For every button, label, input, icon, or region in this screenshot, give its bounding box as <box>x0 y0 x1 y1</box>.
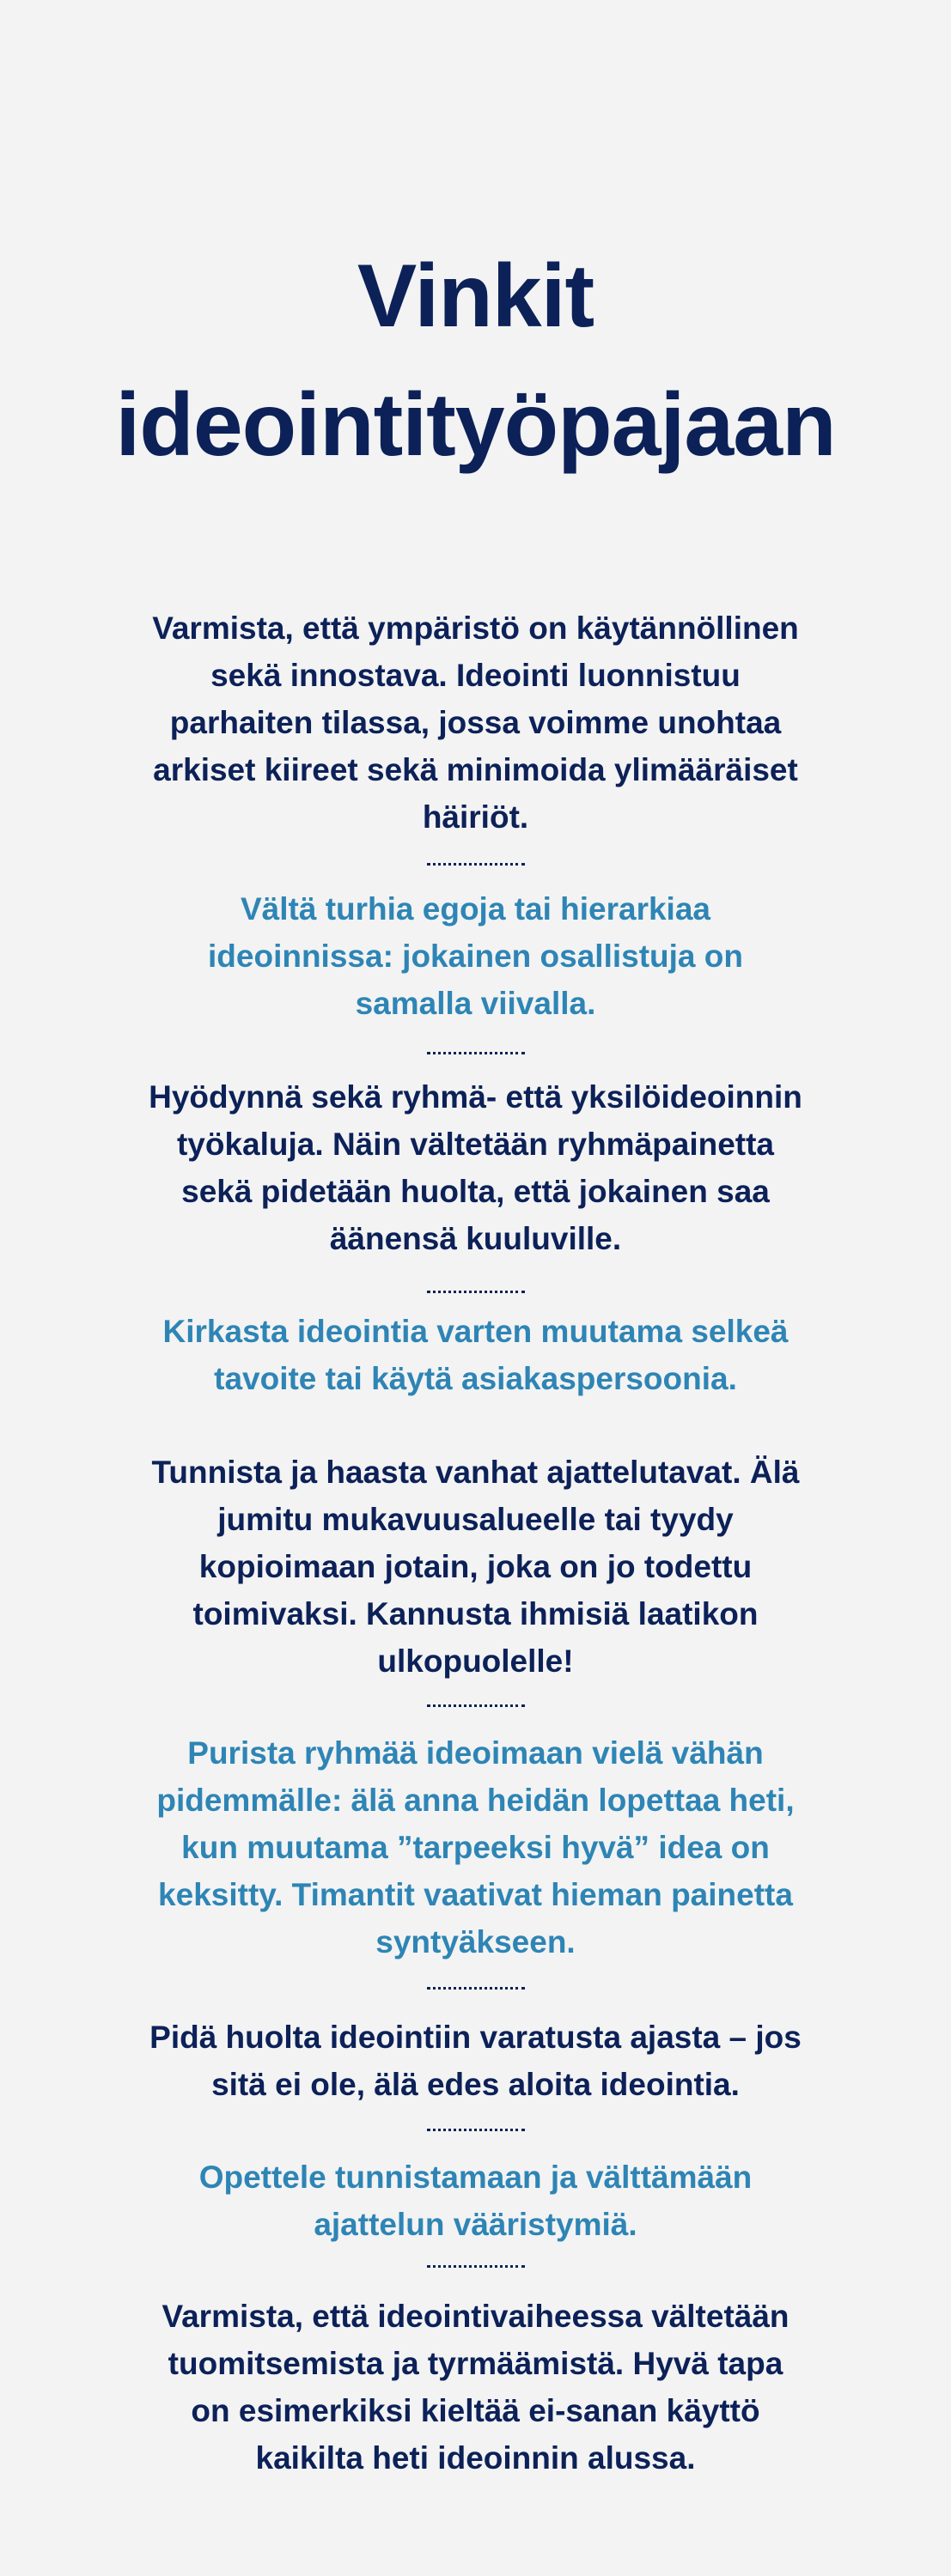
tip-no-hierarchy: Vältä turhia egoja tai hierarkiaa ideoinnissa: jokainen osallistuja on samalla viivalla. <box>208 891 743 1021</box>
tip-environment: Varmista, että ympäristö on käytännöllinen sekä innostava. Ideointi luonnistuu parhaiten tilassa, jossa voimme unohtaa arkiset kiireet sekä minimoida ylimääräiset häiriöt. <box>152 611 799 835</box>
dotted-divider <box>427 2129 525 2131</box>
dotted-divider <box>427 863 525 866</box>
tip-challenge-old-thinking: Tunnista ja haasta vanhat ajattelutavat. Älä jumitu mukavuusalueelle tai tyydy kopioimaan jotain, joka on jo todettu toimivaksi. Kannusta ihmisiä laatikon ulkopuolelle! <box>151 1455 800 1679</box>
dotted-divider <box>427 2265 525 2268</box>
tip-group-and-individual: Hyödynnä sekä ryhmä- että yksilöideoinnin työkaluja. Näin vältetään ryhmäpainetta sekä pidetään huolta, että jokainen saa äänensä kuuluville. <box>149 1079 802 1256</box>
tip-push-further: Purista ryhmää ideoimaan vielä vähän pidemmälle: älä anna heidän lopettaa heti, kun muutama ”tarpeeksi hyvä” idea on keksitty. Timantit vaativat hieman painetta syntyäkseen. <box>156 1735 795 1959</box>
dotted-divider <box>427 1052 525 1054</box>
title-line-2: ideointityöpajaan <box>115 375 836 475</box>
tip-clear-goals: Kirkasta ideointia varten muutama selkeä tavoite tai käytä asiakaspersoonia. <box>162 1314 789 1396</box>
tip-avoid-judging: Varmista, että ideointivaiheessa vältetään tuomitsemista ja tyrmäämistä. Hyvä tapa on esimerkiksi kieltää ei-sanan käyttö kaikilta heti ideoinnin alussa. <box>162 2299 789 2476</box>
dotted-divider <box>427 1987 525 1990</box>
page-title <box>0 232 951 489</box>
tip-thinking-biases: Opettele tunnistamaan ja välttämään ajattelun vääristymiä. <box>198 2160 753 2242</box>
dotted-divider <box>427 1704 525 1707</box>
tip-reserve-time: Pidä huolta ideointiin varatusta ajasta – jos sitä ei ole, älä edes aloita ideointia. <box>149 2020 802 2102</box>
dotted-divider <box>427 1291 525 1293</box>
title-line-1: Vinkit <box>357 246 594 346</box>
